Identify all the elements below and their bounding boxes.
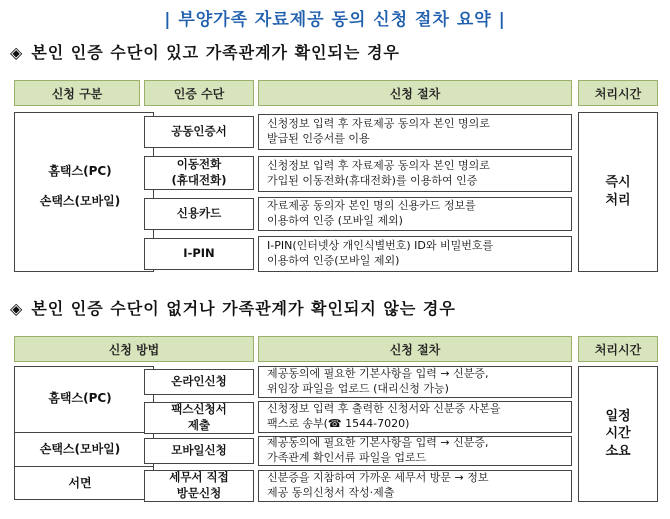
diamond-bullet-icon: ◈ bbox=[10, 299, 24, 318]
auth-method-cert: 공동인증서 bbox=[144, 116, 254, 148]
header-time: 처리시간 bbox=[578, 80, 658, 106]
procedure-mobile: 제공동의에 필요한 기본사항을 입력 → 신분증, 가족관계 확인서류 파일을 업로드 bbox=[258, 436, 572, 466]
method-visit: 세무서 직접 방문신청 bbox=[144, 470, 254, 502]
channel-sontax: 손택스(모바일) bbox=[39, 442, 121, 456]
method-fax: 팩스신청서 제출 bbox=[144, 402, 254, 434]
procedure-phone: 신청정보 입력 후 자료제공 동의자 본인 명의로 가입된 이동전화(휴대전화)를 이용하여 인증 bbox=[258, 156, 572, 192]
header-time-2: 처리시간 bbox=[578, 336, 658, 362]
section2-heading bbox=[10, 296, 456, 319]
auth-method-card: 신용카드 bbox=[144, 198, 254, 230]
channel-divider bbox=[14, 466, 154, 467]
channel-divider bbox=[14, 432, 154, 433]
section1-heading bbox=[10, 40, 400, 63]
method-online: 온라인신청 bbox=[144, 369, 254, 395]
procedure-card: 자료제공 동의자 본인 명의 신용카드 정보를 이용하여 인증 (모바일 제외) bbox=[258, 197, 572, 231]
method-mobile: 모바일신청 bbox=[144, 438, 254, 464]
procedure-online: 제공동의에 필요한 기본사항을 입력 → 신분증, 위임장 파일을 업로드 (대리신청 가능) bbox=[258, 366, 572, 398]
header-method: 신청 방법 bbox=[14, 336, 254, 362]
category-group bbox=[14, 112, 154, 272]
header-procedure: 신청 절차 bbox=[258, 80, 572, 106]
header-auth-method: 인증 수단 bbox=[144, 80, 254, 106]
auth-method-ipin: I-PIN bbox=[144, 238, 254, 270]
procedure-ipin: I-PIN(인터넷상 개인식별번호) ID와 비밀번호를 이용하여 인증(모바일 제외) bbox=[258, 236, 572, 272]
channel-written: 서면 bbox=[68, 476, 92, 490]
header-procedure-2: 신청 절차 bbox=[258, 336, 572, 362]
channel-hometax: 홈택스(PC) bbox=[48, 391, 112, 405]
header-category: 신청 구분 bbox=[14, 80, 140, 106]
page-title: | 부양가족 자료제공 동의 신청 절차 요약 | bbox=[164, 10, 506, 30]
procedure-visit: 신분증을 지참하여 가까운 세무서 방문 → 정보 제공 동의신청서 작성·제출 bbox=[258, 470, 572, 502]
section1-heading-text: 본인 인증 수단이 있고 가족관계가 확인되는 경우 bbox=[31, 43, 400, 62]
diamond-bullet-icon: ◈ bbox=[10, 43, 24, 62]
procedure-cert: 신청정보 입력 후 자료제공 동의자 본인 명의로 발급된 인증서를 이용 bbox=[258, 114, 572, 150]
time-required: 일정 시간 소요 bbox=[578, 366, 658, 502]
procedure-fax: 신청정보 입력 후 출력한 신청서와 신분증 사본을 팩스로 송부(☎ 1544-7020) bbox=[258, 401, 572, 433]
time-immediate: 즉시 처리 bbox=[578, 112, 658, 272]
auth-method-phone: 이동전화 (휴대전화) bbox=[144, 156, 254, 190]
category-hometax: 홈택스(PC) bbox=[48, 164, 112, 178]
section2-heading-text: 본인 인증 수단이 없거나 가족관계가 확인되지 않는 경우 bbox=[31, 299, 456, 318]
category-sontax: 손택스(모바일) bbox=[39, 194, 121, 208]
